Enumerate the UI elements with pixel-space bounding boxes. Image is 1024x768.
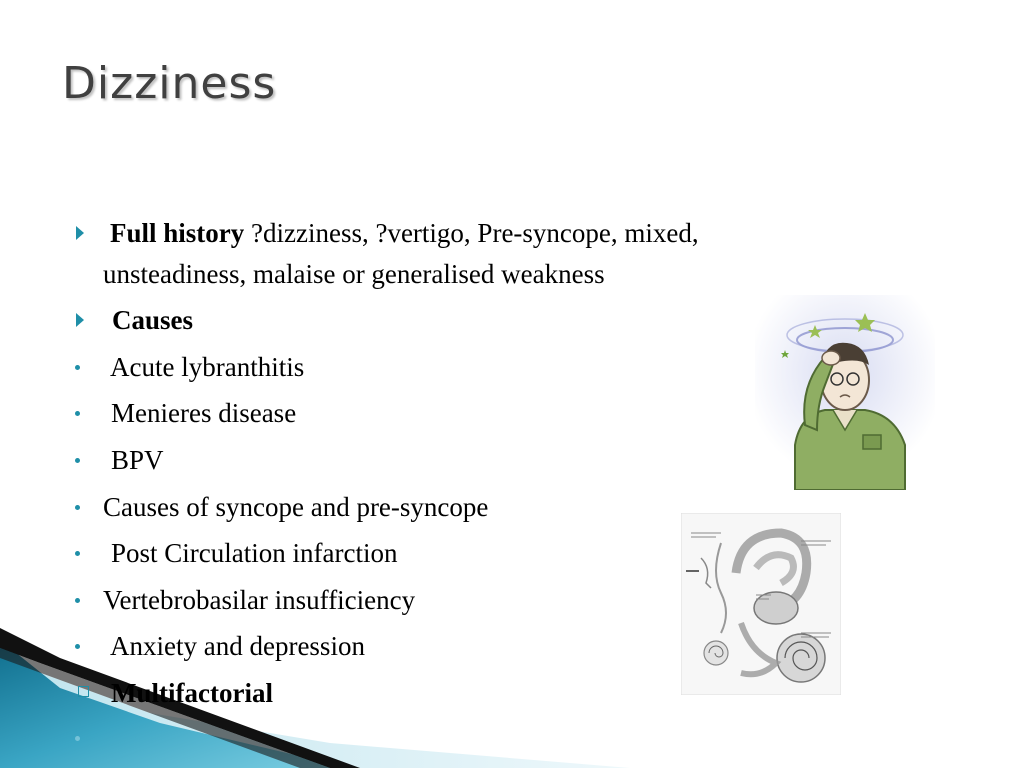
arrow-bullet-icon [76,313,84,327]
inner-ear-diagram-image [681,513,841,695]
bullet-anxiety: Anxiety and depression [110,631,365,661]
bullet-bpv: BPV [111,445,164,475]
dizzy-person-image [755,295,935,490]
dot-bullet-icon [75,551,80,556]
bullet-menieres: Menieres disease [111,398,297,428]
dot-bullet-icon [75,365,80,370]
bullet-syncope: Causes of syncope and pre-syncope [103,492,489,522]
square-bullet-icon [78,686,89,697]
dot-bullet-icon [75,598,80,603]
dot-bullet-icon [75,736,80,741]
bullet-multifactorial [111,673,273,713]
bullet-bold-text: Causes [112,305,194,335]
dot-bullet-icon [75,411,80,416]
bullet-full-history [110,213,699,253]
bullet-vertebrobasilar: Vertebrobasilar insufficiency [103,585,416,615]
bullet-continuation: unsteadiness, malaise or generalised weakness [103,259,605,289]
bullet-acute-lybranthitis: Acute lybranthitis [110,352,305,382]
slide-title: Dizziness [62,58,277,109]
bullet-post-circulation: Post Circulation infarction [111,538,398,568]
dot-bullet-icon [75,458,80,463]
bullet-bold-text: Multifactorial [111,678,273,708]
decorative-band [0,628,640,768]
bullet-bold-text: Full history [110,218,245,248]
dot-bullet-icon [75,505,80,510]
bullet-causes [112,300,193,340]
bullet-text: ?dizziness, ?vertigo, Pre-syncope, mixed, [244,218,699,248]
arrow-bullet-icon [76,226,84,240]
